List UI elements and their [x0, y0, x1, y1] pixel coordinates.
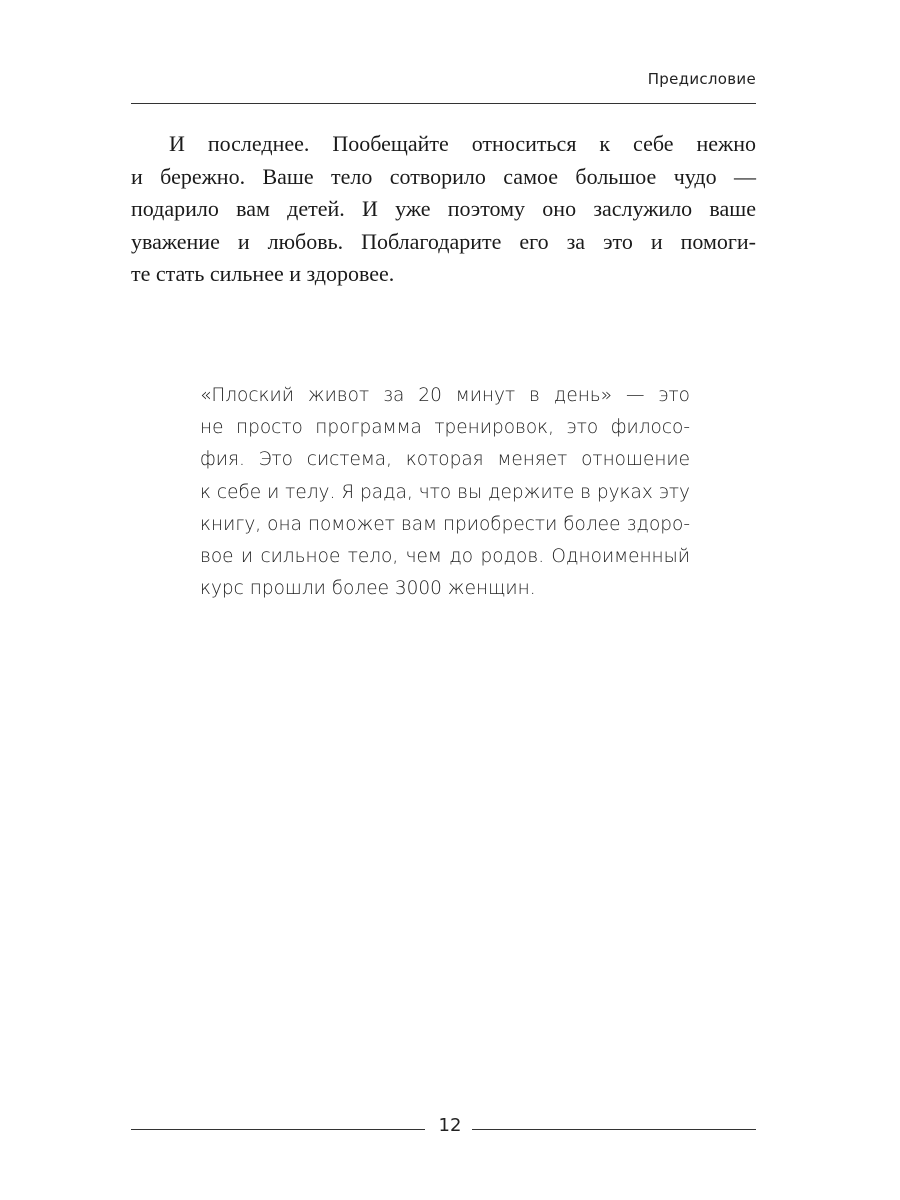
callout-line: к себе и телу. Я рада, что вы держите в руках эту — [200, 481, 690, 503]
body-paragraph — [131, 128, 756, 291]
callout-line: вое и сильное тело, чем до родов. Одноименный — [200, 546, 690, 568]
callout-line: книгу, она поможет вам приобрести более здоро- — [200, 513, 690, 535]
callout-line: курс прошли более 3000 женщин. — [200, 578, 536, 600]
body-line: подарило вам детей. И уже поэтому оно заслужило ваше — [131, 196, 756, 221]
header-rule — [131, 103, 756, 104]
page-number: 12 — [438, 1115, 462, 1136]
page-footer — [131, 1112, 756, 1140]
callout-paragraph — [200, 380, 690, 605]
body-line: и бережно. Ваше тело сотворило самое большое чудо — — [131, 163, 756, 189]
body-line: уважение и любовь. Поблагодарите его за это и помоги- — [131, 228, 756, 254]
footer-rule-right — [472, 1129, 756, 1130]
footer-rule-left — [131, 1129, 425, 1130]
body-line: И последнее. Пообещайте относиться к себе нежно — [169, 131, 756, 156]
callout-line: не просто программа тренировок, это филосо- — [200, 417, 690, 439]
callout-line: «Плоский живот за 20 минут в день» — это — [200, 385, 690, 406]
running-head: Предисловие — [647, 70, 756, 88]
body-line: те стать сильнее и здоровее. — [131, 261, 395, 286]
callout-line: фия. Это система, которая меняет отношение — [200, 449, 690, 471]
